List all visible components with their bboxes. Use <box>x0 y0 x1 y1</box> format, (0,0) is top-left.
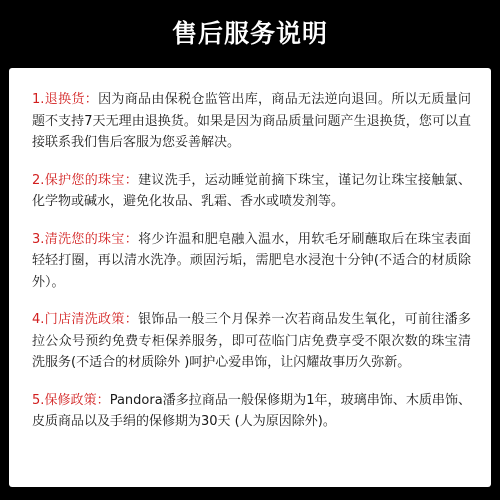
section-heading: 4.门店清洗政策： <box>32 312 139 327</box>
section-body: 将少许温和肥皂融入温水，用软毛牙刷蘸取后在珠宝表面轻轻打圈，再以清水洗净。顽固污垢，需肥皂水浸泡十分钟(不适合的材质除外）。 <box>32 231 471 290</box>
section-body: 建议洗手，运动睡觉前摘下珠宝，谨记勿让珠宝接触氯、化学物或碱水，避免化妆品、乳霜、香水或喷发剂等。 <box>32 172 471 209</box>
section-warranty <box>32 390 471 433</box>
section-clean-jewelry <box>32 229 471 294</box>
section-body: 因为商品由保税仓监管出库，商品无法逆向退回。所以无质量问题不支持7天无理由退换货。如果是因为商品质量问题产生退换货，您可以直接联系我们售后客服为您妥善解决。 <box>32 92 471 150</box>
section-protect-jewelry <box>32 170 471 213</box>
section-body: Pandora潘多拉商品一般保修期为1年，玻璃串饰、木质串饰、皮质商品以及手绢的保修期为30天 (人为原因除外)。 <box>32 392 472 429</box>
section-return-exchange <box>32 89 471 154</box>
section-heading: 5.保修政策： <box>32 392 110 408</box>
page-title: 售后服务说明 <box>171 19 328 48</box>
section-heading: 1.退换货： <box>32 92 99 107</box>
section-body: 银饰品一般三个月保养一次若商品发生氧化，可前往潘多拉公众号预约免费专柜保养服务，即可莅临门店免费享受不限次数的珠宝清洗服务(不适合的材质除外 )呵护心爱串饰，让闪耀故事历久弥新。 <box>32 312 471 370</box>
section-heading: 2.保护您的珠宝： <box>32 172 139 188</box>
policy-card <box>9 68 491 487</box>
section-heading: 3.清洗您的珠宝： <box>32 231 139 247</box>
section-store-cleaning <box>32 309 471 374</box>
